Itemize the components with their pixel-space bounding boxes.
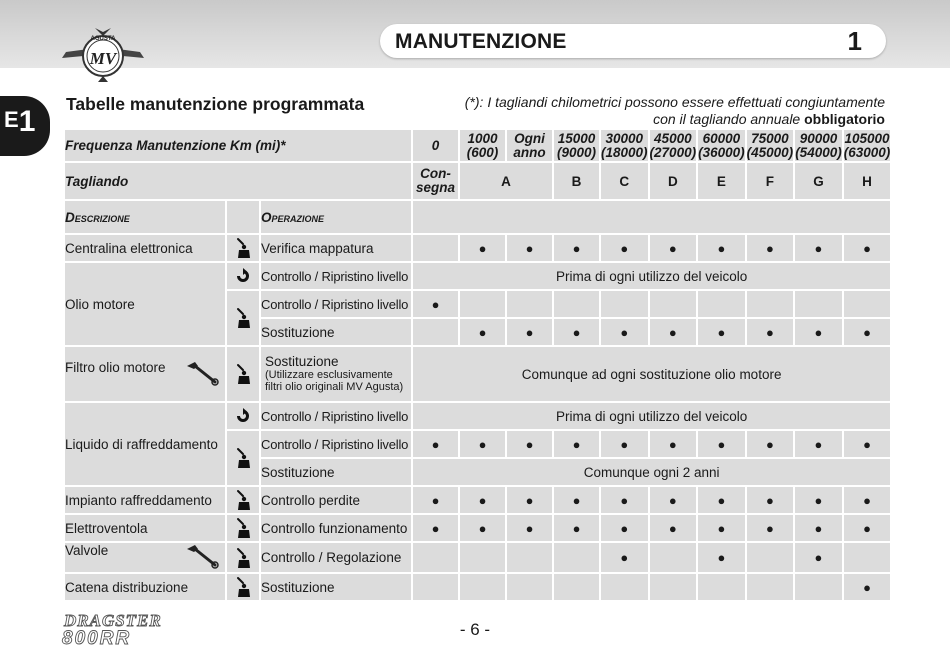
row-operation: Verifica mappatura [261, 235, 411, 261]
tagliando-consegna: Con- segna [413, 163, 458, 199]
bullet: ● [650, 235, 697, 261]
bullet: ● [795, 487, 842, 513]
column-headings-row [65, 201, 890, 233]
freq-col: 75000 (45000) [746, 130, 794, 160]
tagliando-label: Tagliando [65, 163, 411, 199]
operazione-header: Operazione [261, 201, 411, 233]
row-operation: Sostituzione [261, 574, 411, 600]
bullet: ● [601, 543, 648, 572]
freq-col: 15000 (9000) [554, 130, 599, 161]
page-number: - 6 - [459, 620, 491, 639]
row-span-note: Prima di ogni utilizzo del veicolo [413, 403, 890, 429]
row-span-note: Prima di ogni utilizzo del veicolo [413, 263, 890, 289]
footnote: (*): I tagliandi chilometrici possono essere effettuati congiuntamente con il tagliando annuale obbligatorio [464, 94, 885, 127]
bullet: ● [460, 235, 505, 261]
bullet: ● [413, 487, 458, 513]
row-description: Filtro olio motore [65, 347, 225, 401]
bullet: ● [601, 431, 648, 457]
row-operation: Sostituzione (Utilizzare esclusivamente filtri olio originali MV Agusta) [261, 347, 411, 401]
row-description: Impianto raffreddamento [65, 487, 225, 513]
row-operation: Controllo perdite [261, 487, 411, 513]
bullet: ● [554, 487, 599, 513]
bullet: ● [507, 431, 552, 457]
maintenance-table [63, 128, 892, 602]
tagliando-letter: E [698, 163, 745, 199]
bullet: ● [844, 235, 891, 261]
half-circle-arrow-icon [227, 403, 259, 429]
section-title: Tabelle manutenzione programmata [66, 94, 365, 114]
bullet: ● [747, 487, 794, 513]
freq-col: 1000 (600) [460, 130, 505, 161]
bullet: ● [844, 319, 891, 345]
table-row [65, 543, 890, 572]
wrench-icon [185, 543, 219, 572]
freq-col: 90000 (54000) [795, 130, 842, 160]
freq-col: 60000 (36000) [698, 130, 745, 160]
mechanic-figure-icon [227, 574, 259, 600]
row-operation: Sostituzione [261, 319, 411, 345]
table-row [65, 403, 890, 429]
chapter-number: 1 [847, 26, 862, 56]
tagliando-letter: C [601, 163, 648, 199]
chapter-title: MANUTENZIONE [395, 30, 567, 53]
bullet: ● [650, 319, 697, 345]
row-description: Olio motore [65, 263, 225, 345]
row-operation: Controllo / Ripristino livello [261, 431, 411, 457]
row-operation: Controllo funzionamento [261, 515, 411, 541]
mechanic-figure-icon [227, 235, 259, 261]
mechanic-figure-icon [227, 487, 259, 513]
svg-text:AGUSTA: AGUSTA [90, 36, 116, 42]
bullet: ● [650, 515, 697, 541]
bullet: ● [795, 543, 842, 572]
bullet: ● [795, 431, 842, 457]
bullet: ● [507, 319, 552, 345]
tagliando-letter: B [554, 163, 599, 199]
mechanic-figure-icon [227, 347, 259, 401]
bullet: ● [507, 487, 552, 513]
row-operation: Controllo / Ripristino livello [261, 263, 411, 289]
bullet: ● [650, 487, 697, 513]
table-row [65, 574, 890, 600]
bullet: ● [601, 515, 648, 541]
freq-col: 30000 (18000) [601, 130, 648, 160]
mechanic-figure-icon [227, 431, 259, 485]
wrench-icon [185, 360, 219, 389]
bullet: ● [601, 487, 648, 513]
bullet: ● [795, 235, 842, 261]
table-row [65, 347, 890, 401]
bullet: ● [413, 515, 458, 541]
table-row [65, 487, 890, 513]
tagliando-letter: G [795, 163, 842, 199]
row-description: Catena distribuzione [65, 574, 225, 600]
bullet: ● [460, 487, 505, 513]
table-row [65, 263, 890, 289]
mechanic-figure-icon [227, 515, 259, 541]
bullet: ● [698, 515, 745, 541]
bullet: ● [460, 319, 505, 345]
row-span-note: Comunque ad ogni sostituzione olio motore [413, 347, 890, 401]
bullet: ● [844, 431, 891, 457]
chapter-title-pill [380, 24, 886, 58]
mechanic-figure-icon [227, 543, 259, 572]
bullet: ● [601, 319, 648, 345]
freq-col: 105000 (63000) [843, 130, 891, 160]
table-row [65, 235, 890, 261]
bullet: ● [554, 431, 599, 457]
bullet: ● [460, 515, 505, 541]
bullet: ● [698, 319, 745, 345]
tagliando-letter: D [650, 163, 697, 199]
svg-text:DRAGSTER: DRAGSTER [64, 611, 162, 630]
row-operation: Sostituzione [261, 459, 411, 485]
bullet: ● [795, 319, 842, 345]
bullet: ● [795, 515, 842, 541]
row-description: Valvole [65, 543, 225, 572]
half-circle-arrow-icon [227, 263, 259, 289]
row-description: Elettroventola [65, 515, 225, 541]
descrizione-header: Descrizione [65, 201, 225, 233]
mv-agusta-logo [60, 22, 146, 86]
row-operation: Controllo / Regolazione [261, 543, 411, 572]
tagliando-letter: F [747, 163, 794, 199]
row-operation: Controllo / Ripristino livello [261, 291, 411, 317]
table-row [65, 515, 890, 541]
tagliando-letter: H [844, 163, 891, 199]
freq-col: 45000 (27000) [649, 130, 697, 160]
bullet: ● [698, 431, 745, 457]
tagliando-letter: A [460, 163, 552, 199]
mechanic-figure-icon [227, 291, 259, 345]
bullet: ● [747, 431, 794, 457]
bullet: ● [747, 235, 794, 261]
frequency-row [65, 130, 890, 161]
bullet: ● [844, 515, 891, 541]
bullet: ● [507, 515, 552, 541]
bullet: ● [650, 431, 697, 457]
svg-text:MV: MV [89, 49, 117, 68]
svg-text:800RR: 800RR [62, 628, 132, 649]
row-description: Centralina elettronica [65, 235, 225, 261]
bullet: ● [554, 235, 599, 261]
bullet: ● [554, 515, 599, 541]
bullet: ● [601, 235, 648, 261]
bullet: ● [460, 431, 505, 457]
row-description: Liquido di raffreddamento [65, 403, 225, 485]
bullet: ● [844, 487, 891, 513]
row-span-note: Comunque ogni 2 anni [413, 459, 890, 485]
bullet: ● [554, 319, 599, 345]
tagliando-row [65, 163, 890, 199]
bullet: ● [747, 319, 794, 345]
freq-col: Ogni anno [507, 130, 552, 161]
bullet: ● [698, 543, 745, 572]
freq-col: 0 [413, 130, 458, 161]
bullet: ● [698, 235, 745, 261]
bullet: ● [844, 574, 891, 600]
bullet: ● [747, 515, 794, 541]
frequency-label: Frequenza Manutenzione Km (mi)* [65, 130, 411, 161]
bullet: ● [413, 291, 458, 317]
bullet: ● [413, 431, 458, 457]
bullet: ● [698, 487, 745, 513]
chapter-side-tab: E1 [0, 96, 50, 156]
bullet: ● [507, 235, 552, 261]
row-operation: Controllo / Ripristino livello [261, 403, 411, 429]
